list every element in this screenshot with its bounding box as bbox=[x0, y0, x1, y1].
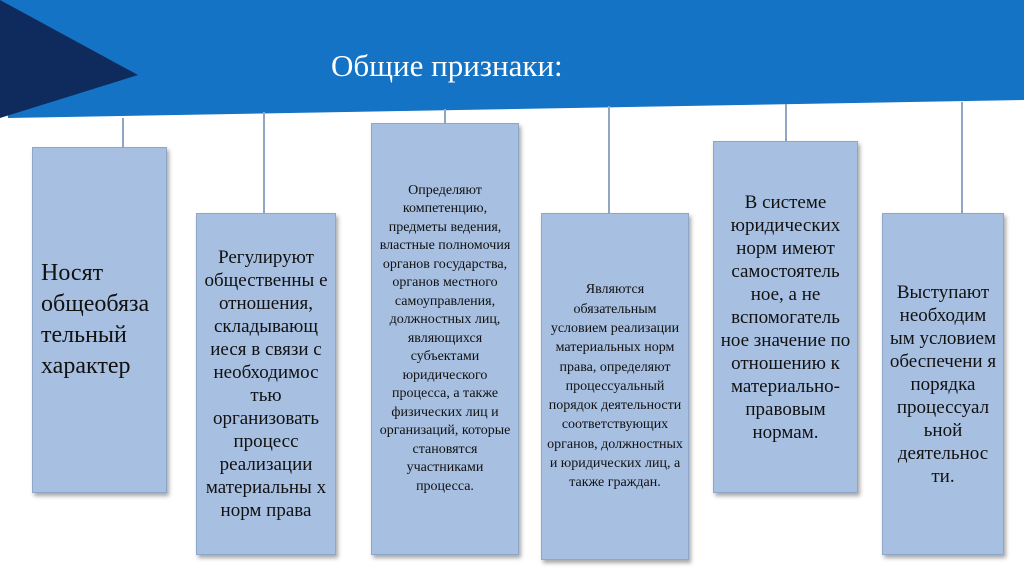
feature-box-regulate-relations bbox=[196, 213, 336, 555]
connector-line bbox=[785, 104, 787, 141]
connector-line bbox=[444, 109, 446, 123]
feature-box-procedural-order bbox=[882, 213, 1004, 555]
connector-line bbox=[263, 112, 265, 213]
feature-box-independent-value bbox=[713, 141, 858, 493]
feature-text: Носят общеобяза тельный характер bbox=[41, 260, 150, 379]
feature-text: Выступают необходим ым условием обеспечени я порядка процессуал ьной деятельнос ти. bbox=[889, 281, 997, 487]
feature-box-obligatory bbox=[32, 147, 167, 493]
feature-text: Определяют компетенцию, предметы ведения, властные полномочия органов государства, органов местного самоуправления, должностных лиц, являющихся субъектами юридического процесса, а также физических лиц и организаций, которые становятся участниками процесса. bbox=[379, 182, 511, 494]
feature-box-mandatory-condition bbox=[541, 213, 689, 560]
feature-box-competence bbox=[371, 123, 519, 555]
slide-title: Общие признаки: bbox=[331, 48, 563, 83]
connector-line bbox=[608, 106, 610, 213]
connector-line bbox=[122, 118, 124, 147]
feature-text: Являются обязательным условием реализации материальных норм права, определяют процессуальный порядок деятельности соответствующих органов, должностных и юридических лиц, а также граждан. bbox=[547, 282, 683, 491]
feature-text: В системе юридических норм имеют самостоятель ное, а не вспомогатель ное значение по отношению к материально-правовым нормам. bbox=[720, 191, 851, 443]
feature-text: Регулируют общественны е отношения, складывающ иеся в связи с необходимос тью организовать процесс реализации материальны х норм права bbox=[204, 247, 328, 521]
connector-line bbox=[961, 102, 963, 213]
